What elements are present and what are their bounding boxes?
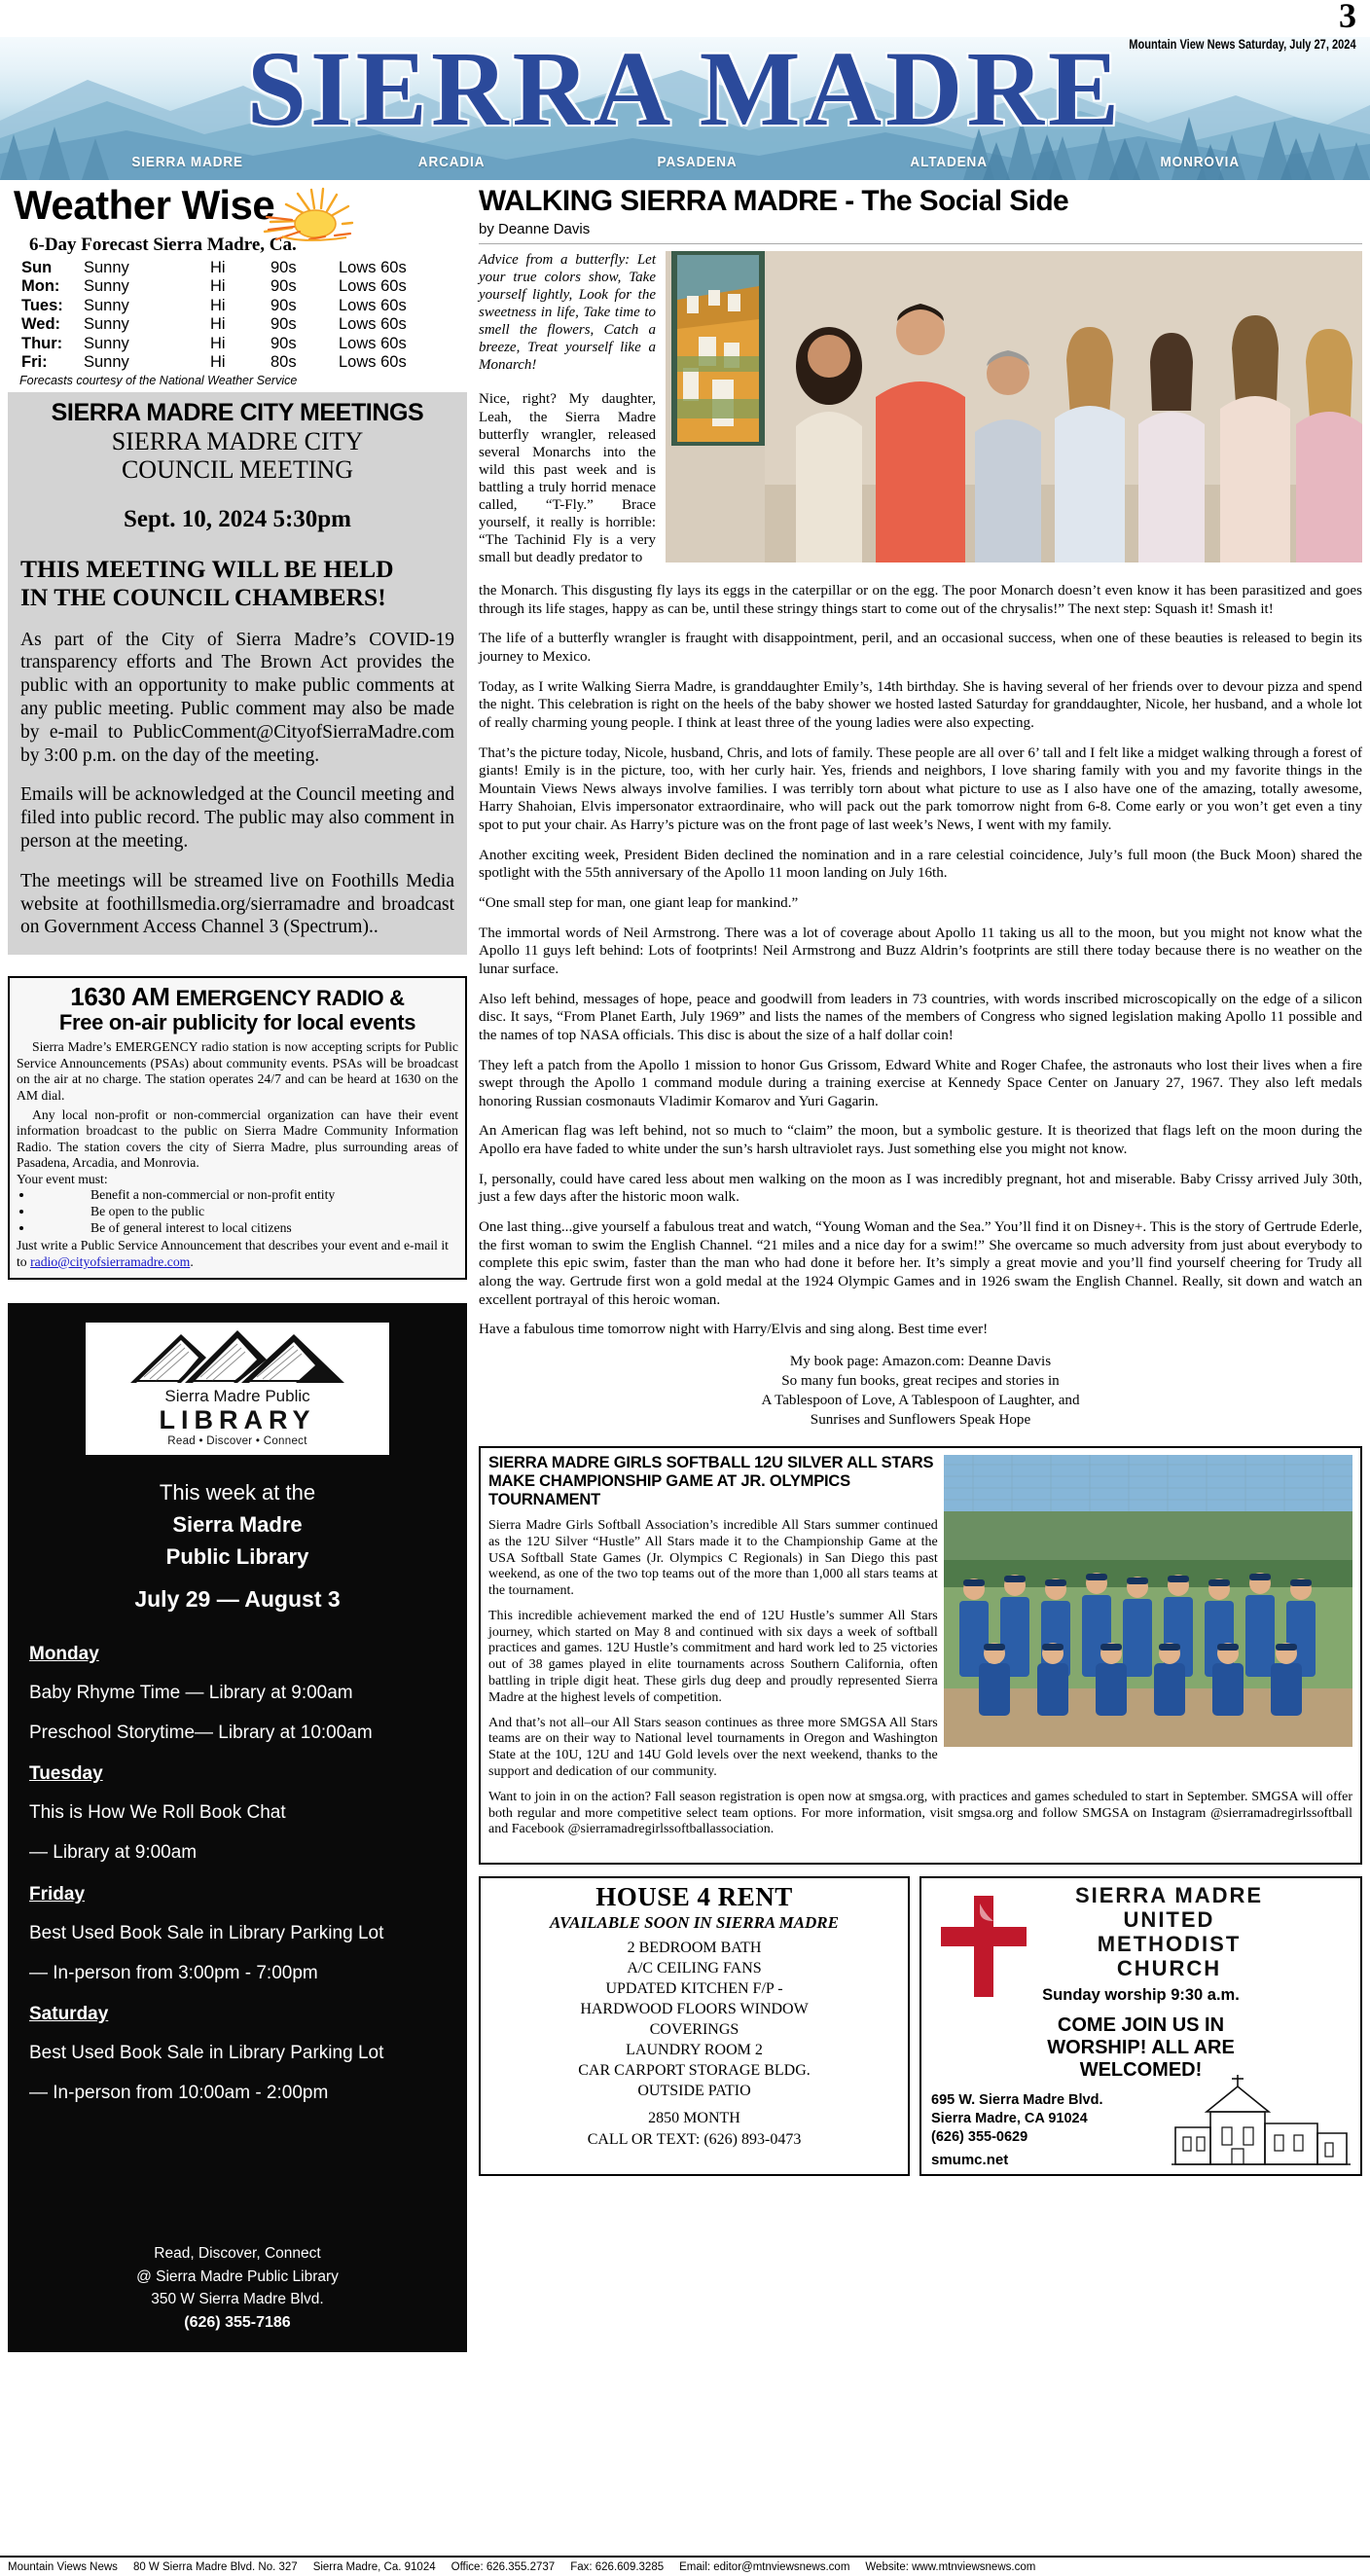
house-ad-feature: HARDWOOD FLOORS WINDOW — [580, 2000, 809, 2017]
article-title: WALKING SIERRA MADRE - The Social Side — [479, 185, 1069, 217]
weather-forecast-label: 6-Day Forecast Sierra Madre, Ca. — [29, 235, 297, 255]
softball-title: SIERRA MADRE GIRLS SOFTBALL 12U SILVER ALL STARS MAKE CHAMPIONSHIP GAME AT JR. OLYMPICS TOURNAMENT — [488, 1453, 934, 1508]
softball-paragraph: This incredible achievement marked the end of 12U Hustle’s summer All Stars journey, which started on May 8 and continued with six days a week of softball practices and games. 12U Hustle’s commitment and hard work led to 25 victories out of 38 games played in elite tournaments across Southern California, often battling in triple digit heat. These girls dug deep and proudly represented Sierra Madre at the highest levels of competition. — [488, 1608, 938, 1705]
church-address-line: 695 W. Sierra Madre Blvd. — [931, 2092, 1103, 2109]
article-paragraph: An American flag was left behind, not so much to “claim” the moon, but a symbolic gesture. It is theorized that flags left on the moon during the Apollo era have faded to white under the sun’s harsh ultraviolet rays. Just something else you might not know. — [479, 1123, 1362, 1158]
masthead-dateline: Mountain View News Saturday, July 27, 2024 — [1129, 37, 1356, 52]
article-paragraph: I, personally, could have cared less about men walking on the moon as I was incredibly pregnant, hot and miserable. Baby Crissy arrived July 30th, just a few days after the historic moon walk. — [479, 1171, 1362, 1206]
house-ad-feature: UPDATED KITCHEN F/P - — [605, 1979, 783, 1997]
softball-paragraph: Sierra Madre Girls Softball Association’s incredible All Stars summer continued as the 12U Silver “Hustle” All Stars made it to the Championship Game at the USA Softball State Games (Jr. Olympics C Regionals) in San Diego this past weekend, as one of the two top teams out of the more than 1,000 all stars teams at the tournament. — [488, 1517, 938, 1599]
signature-line: My book page: Amazon.com: Deanne Davis — [789, 1353, 1052, 1369]
article-lede-1: Advice from a butterfly: Let your true colors show, Take yourself lightly, Look for the sweetness in life, Take time to smell the flowers, Catch a breeze, Treat yourself like a Monarch! — [479, 252, 656, 374]
church-phone: (626) 355-0629 — [931, 2128, 1028, 2145]
library-footer-line1: Read, Discover, Connect — [154, 2245, 321, 2263]
article-paragraph: Today, as I write Walking Sierra Madre, is granddaughter Emily’s, 14th birthday. She is having several of her friends over to devour pizza and spend the night. This celebration is right on the heels of the baby shower we hosted lasted Saturday for granddaughter, Nicole, her husband, and a whole lot of really charming young people. I think at least three of the young ladies were also expecting. — [479, 678, 1362, 731]
weather-day: Tues: — [21, 296, 63, 314]
church-ad — [919, 1876, 1362, 2177]
house-ad-subtitle: AVAILABLE SOON IN SIERRA MADRE — [550, 1912, 839, 1932]
meeting-paragraph-3: The meetings will be streamed live on Foothills Media website at foothillsmedia.org/sierramadre and broadcast on Government Access Channel 3 (Spectrum).. — [20, 870, 454, 938]
house-ad-feature: LAUNDRY ROOM 2 — [626, 2042, 763, 2059]
radio-paragraph-1: Sierra Madre’s EMERGENCY radio station is now accepting scripts for Public Service Announcements (PSAs) about community events. PSAs will be broadcast on the air at no charge. The station operates 24/7 and can be heard at 1630 on the AM dial. — [17, 1039, 458, 1103]
library-event: This is How We Roll Book Chat — [29, 1802, 286, 1824]
weather-low: Lows 60s — [339, 334, 407, 352]
article-paragraph: Have a fabulous time tomorrow night with Harry/Elvis and sing along. Best time ever! — [479, 1322, 989, 1338]
sun-icon — [253, 185, 354, 245]
meeting-date: Sept. 10, 2024 5:30pm — [123, 506, 352, 533]
house-for-rent-ad — [479, 1876, 910, 2177]
weather-hi-label: Hi — [210, 277, 226, 296]
divider — [479, 243, 1362, 244]
table-row — [8, 315, 467, 334]
bottom-ads-row — [479, 1876, 1362, 2177]
weather-cond: Sunny — [84, 353, 129, 372]
signature-line: So many fun books, great recipes and stories in — [781, 1372, 1060, 1389]
weather-high: 80s — [270, 353, 297, 372]
table-row — [8, 335, 467, 353]
library-books-mountain-icon — [125, 1328, 350, 1385]
church-worship-time: Sunday worship 9:30 a.m. — [1042, 1985, 1240, 2004]
footer-website[interactable]: Website: www.mtnviewsnews.com — [865, 2561, 1036, 2573]
radio-email-link[interactable]: radio@cityofsierramadre.com — [30, 1253, 191, 1269]
house-ad-feature: CAR CARPORT STORAGE BLDG. — [578, 2062, 811, 2080]
house-ad-contact: CALL OR TEXT: (626) 893-0473 — [587, 2130, 802, 2148]
library-event: Best Used Book Sale in Library Parking Lot — [29, 2043, 384, 2064]
library-schedule — [8, 1644, 467, 2105]
article-paragraph: Also left behind, messages of hope, peace and goodwill from leaders in 73 countries, with words inscribed microscopically on the edge of a silicon disc. It says, “From Planet Earth, July 1969” and lists the names of the members of Congress who signed legislation making Apollo 11 possible and the names of top NASA officials. This disc is about the size of a half dollar coin! — [479, 991, 1362, 1043]
library-intro-line2: Sierra Madre — [172, 1511, 303, 1537]
softball-article-box — [479, 1446, 1362, 1865]
signature-line: Sunrises and Sunflowers Speak Hope — [810, 1411, 1031, 1428]
weather-low: Lows 60s — [339, 353, 407, 372]
weather-high: 90s — [270, 315, 297, 334]
library-event: — In-person from 3:00pm - 7:00pm — [29, 1962, 318, 1983]
church-invitation-line: WORSHIP! ALL ARE — [1047, 2037, 1235, 2059]
house-ad-feature: OUTSIDE PATIO — [637, 2083, 751, 2100]
signature-line: A Tablespoon of Love, A Tablespoon of Laughter, and — [761, 1392, 1080, 1408]
radio-heading — [17, 983, 458, 1011]
weather-cond: Sunny — [84, 259, 129, 276]
footer-email[interactable]: Email: editor@mtnviewsnews.com — [679, 2561, 850, 2573]
table-row — [8, 277, 467, 296]
weather-high: 90s — [270, 277, 297, 296]
softball-closing: Want to join in on the action? Fall season registration is open now at smgsa.org, with practices and games scheduled to start in September. SMGSA will offer both regular and more competitive select team options. For more information, visit smgsa.org and follow SMGSA on Instagram @sierramadregirlssoftball and Facebook @sierramadregirlssoftballassociation. — [488, 1789, 1352, 1837]
right-column — [479, 180, 1362, 2176]
footer-fax: Fax: 626.609.3285 — [570, 2561, 665, 2573]
article-paragraph: They left a patch from the Apollo 1 mission to honor Gus Grissom, Edward White and Roger Chafee, the astronauts who lost their lives when a fire swept through the Apollo 1 command module during a training exercise at Kennedy Space Center on January 27, 1967. They also left medals honoring Russian cosmonauts Vladimir Komarov and Yuri Gagarin. — [479, 1057, 1362, 1109]
house-ad-title: HOUSE 4 RENT — [595, 1881, 793, 1911]
table-row — [8, 353, 467, 372]
masthead-city-3: ALTADENA — [910, 154, 988, 170]
article-paragraph: The immortal words of Neil Armstrong. There was a lot of coverage about Apollo 11 taking us all to the moon, but you might not know what the Apollo 11 guys left behind: Lots of footprints! Neil Armstrong and Buzz Aldrin’s footprints are still there today because there is no weather on the lunar surface. — [479, 925, 1362, 977]
weather-day: Wed: — [21, 315, 61, 334]
page-number: 3 — [1339, 0, 1356, 35]
softball-team-photo — [944, 1455, 1352, 1747]
church-name-line: CHURCH — [1116, 1955, 1222, 1980]
council-meeting-heading — [20, 427, 454, 485]
library-intro-line1: This week at the — [159, 1479, 316, 1505]
masthead-city-4: MONROVIA — [1160, 154, 1240, 170]
article-paragraph: The life of a butterfly wrangler is fraught with disappointment, peril, and an occasional success, when one of these beauties is released to begin its journey to Mexico. — [479, 631, 1362, 665]
house-ad-feature: COVERINGS — [649, 2020, 739, 2038]
weather-high: 90s — [270, 259, 297, 276]
article-lede-2: Nice, right? My daughter, Leah, the Sierra Madre butterfly wrangler, released several Monarchs into the wild this past week and is battling a truly horrid menace called, “T-Fly.” Brace yourself, it really is horrible: “The Tachinid Fly is a very small but deadly predator to — [479, 391, 656, 565]
table-row — [8, 297, 467, 315]
library-day-monday: Monday — [29, 1643, 99, 1664]
library-day-saturday: Saturday — [29, 2004, 109, 2025]
weather-hi-label: Hi — [210, 296, 226, 314]
softball-paragraph: And that’s not all–our All Stars season continues as three more SMGSA All Stars teams are on their way to National level tournaments in Oregon and Washington State at the 10U, 12U and 14U Gold levels over the next weekend, thanks to the support and dedication of our community. — [488, 1715, 938, 1780]
church-building-illustration — [1172, 2073, 1351, 2166]
weather-low: Lows 60s — [339, 277, 407, 296]
meeting-location-notice — [20, 556, 454, 612]
house-ad-feature: A/C CEILING FANS — [627, 1959, 762, 1977]
weather-cond: Sunny — [84, 334, 129, 352]
radio-requirements-list — [17, 1187, 458, 1236]
council-heading-line1: SIERRA MADRE CITY — [111, 426, 364, 455]
weather-forecast-table — [8, 259, 467, 373]
footer-address: 80 W Sierra Madre Blvd. No. 327 — [132, 2561, 298, 2573]
weather-hi-label: Hi — [210, 259, 226, 276]
page-footer — [0, 2556, 1370, 2576]
left-column — [8, 180, 467, 2352]
article-signature — [479, 1353, 1362, 1431]
radio-frequency: 1630 AM — [70, 982, 170, 1012]
list-item: • Be open to the public — [34, 1204, 458, 1220]
weather-high: 90s — [270, 296, 297, 314]
church-name-line: METHODIST — [1097, 1931, 1242, 1956]
weather-cond: Sunny — [84, 296, 129, 314]
weather-heading: Weather Wise — [14, 182, 275, 228]
weather-day: Mon: — [21, 277, 60, 296]
weather-credit: Forecasts courtesy of the National Weather Service — [19, 373, 298, 387]
weather-hi-label: Hi — [210, 334, 226, 352]
radio-heading-rest: EMERGENCY RADIO & — [175, 986, 405, 1011]
library-date-range: July 29 — August 3 — [134, 1585, 341, 1612]
library-logo-line2: LIBRARY — [159, 1405, 316, 1435]
meeting-paragraph-1: As part of the City of Sierra Madre’s COVID-19 transparency efforts and The Brown Act provides the public with an opportunity to make public comments at any public meeting. Public comment may also be made by e-mail to PublicComment@CityofSierraMadre.com by 3:00 p.m. on the day of the meeting. — [20, 629, 454, 766]
article-lede-wrap — [479, 251, 1362, 570]
city-meetings-heading: SIERRA MADRE CITY MEETINGS — [51, 398, 424, 426]
library-footer-line3: 350 W Sierra Madre Blvd. — [151, 2291, 324, 2308]
church-invitation — [927, 2014, 1354, 2083]
article-paragraph: the Monarch. This disgusting fly lays its eggs in the caterpillar or on the egg. The poor Monarch doesn’t even know it has been parasitized and goes through its life stages, happy as can be, until these stringy things start to come out of the chrysalis!” The next step: Squash it! Smash it! — [479, 583, 1362, 617]
weather-day: Thur: — [21, 334, 63, 352]
city-meetings-box — [8, 392, 467, 955]
cross-icon — [937, 1892, 1030, 2001]
article-photo-family — [666, 251, 1362, 562]
church-invitation-line: WELCOMED! — [1079, 2059, 1203, 2082]
article-paragraph: That’s the picture today, Nicole, husband, Chris, and lots of family. These people are all over 6’ tall and I felt like a midget walking through a forest of giants! Emily is in the picture, too, with her curly hair. Yes, friends and neighbors, I love sharing family with you and my favorite things in the Mountain Views News always involve families. I was terribly torn about what picture to use as I also have one of the amazing, totally awesome, Harry Shahoian, Elvis impersonator extraordinaire, who will pack out the park tomorrow night from 6-8. Come early or you won’t get even a tiny spot to put your chair. As Harry’s picture was on the front page of last week’s News, I went with my family. — [479, 744, 1362, 834]
article-paragraph: “One small step for man, one giant leap for mankind.” — [479, 895, 799, 912]
library-day-friday: Friday — [29, 1883, 86, 1905]
meeting-paragraph-2: Emails will be acknowledged at the Council meeting and filed into public record. The public may also comment in person at the meeting. — [20, 784, 454, 852]
library-event: Baby Rhyme Time — Library at 9:00am — [29, 1682, 353, 1703]
meeting-location-line1: THIS MEETING WILL BE HELD — [20, 555, 394, 584]
radio-closing — [17, 1238, 458, 1270]
weather-hi-label: Hi — [210, 353, 226, 372]
meeting-location-line2: IN THE COUNCIL CHAMBERS! — [20, 582, 386, 611]
library-box — [8, 1303, 467, 2352]
weather-low: Lows 60s — [339, 315, 407, 334]
library-intro-line3: Public Library — [165, 1543, 309, 1569]
church-name-line: SIERRA MADRE — [1074, 1882, 1264, 1907]
church-name-line: UNITED — [1123, 1906, 1215, 1932]
radio-closing-pre: Just write a Public Service Announcement that describes your event and e-mail it to — [17, 1238, 449, 1269]
church-invitation-line: COME JOIN US IN — [1057, 2014, 1225, 2036]
library-logo-line1: Sierra Madre Public — [164, 1387, 310, 1406]
library-event: Best Used Book Sale in Library Parking Lot — [29, 1922, 384, 1943]
library-event: — Library at 9:00am — [29, 1842, 198, 1864]
masthead — [0, 0, 1370, 180]
masthead-city-list — [0, 154, 1370, 170]
house-ad-price: 2850 MONTH — [648, 2110, 740, 2127]
library-event: Preschool Storytime— Library at 10:00am — [29, 1722, 373, 1743]
table-row — [8, 259, 467, 277]
article-byline: by Deanne Davis — [479, 221, 591, 237]
library-intro — [8, 1476, 467, 1573]
library-footer — [8, 2242, 467, 2335]
weather-hi-label: Hi — [210, 315, 226, 334]
church-address-line: Sierra Madre, CA 91024 — [931, 2110, 1088, 2126]
weather-high: 90s — [270, 334, 297, 352]
weather-wise-section — [8, 182, 467, 387]
masthead-title: SIERRA MADRE — [246, 29, 1124, 148]
library-logo-tagline: Read • Discover • Connect — [167, 1434, 307, 1447]
weather-low: Lows 60s — [339, 259, 407, 276]
weather-day: Sun — [21, 259, 53, 276]
church-website[interactable]: smumc.net — [931, 2152, 1009, 2169]
radio-closing-post: . — [190, 1253, 194, 1269]
library-event: — In-person from 10:00am - 2:00pm — [29, 2083, 329, 2104]
list-item: • Be of general interest to local citizens — [34, 1220, 458, 1237]
footer-paper-name: Mountain Views News — [8, 2561, 118, 2573]
radio-paragraph-2: Any local non-profit or non-commercial organization can have their event information broadcast to the public on Sierra Madre Community Information Radio. The station covers the city of Sierra Madre, plus surrounding areas of Pasadena, Arcadia, and Monrovia. — [17, 1107, 458, 1171]
article-paragraph: One last thing...give yourself a fabulous treat and watch, “Young Woman and the Sea.” You’ll find it on Disney+. This is the story of Gertrude Ederle, the first woman to swim the English Channel. “21 miles and a nice day for a swim!” She overcame so much adversity from just about everybody to complete this epic swim, faster than the man who had done it before her. It’s simply a great movie and you’ll find yourself cheering for Trudy all along the way. Gertrude first won a gold medal at the 1924 Olympic Games and in 1926 swam the English Channel. Really, sit down and watch an excellent portrayal of this heroic woman. — [479, 1219, 1362, 1308]
weather-cond: Sunny — [84, 315, 129, 334]
masthead-city-0: SIERRA MADRE — [131, 154, 244, 170]
masthead-city-2: PASADENA — [657, 154, 738, 170]
library-day-tuesday: Tuesday — [29, 1763, 103, 1785]
weather-cond: Sunny — [84, 277, 129, 296]
list-item: • Benefit a non-commercial or non-profit entity — [34, 1187, 458, 1204]
library-logo — [86, 1323, 389, 1455]
footer-city: Sierra Madre, Ca. 91024 — [312, 2561, 436, 2573]
radio-heading-line2: Free on-air publicity for local events — [58, 1010, 416, 1035]
house-ad-feature: 2 BEDROOM BATH — [627, 1939, 762, 1956]
church-name — [984, 1883, 1354, 1980]
radio-requirements-label: Your event must: — [17, 1171, 108, 1186]
footer-content — [8, 2561, 1362, 2573]
library-phone: (626) 355-7186 — [184, 2313, 291, 2331]
article-paragraph: Another exciting week, President Biden declined the nomination and in a rare celestial coincidence, July’s full moon (the Buck Moon) shared the spotlight with the 55th anniversary of the Apollo 11 moon landing on July 16th. — [479, 847, 1362, 882]
emergency-radio-box — [8, 976, 467, 1280]
council-heading-line2: COUNCIL MEETING — [121, 455, 354, 485]
masthead-city-1: ARCADIA — [417, 154, 486, 170]
footer-office-phone: Office: 626.355.2737 — [451, 2561, 556, 2573]
weather-low: Lows 60s — [339, 296, 407, 314]
library-footer-line2: @ Sierra Madre Public Library — [136, 2268, 339, 2285]
weather-day: Fri: — [21, 353, 48, 372]
